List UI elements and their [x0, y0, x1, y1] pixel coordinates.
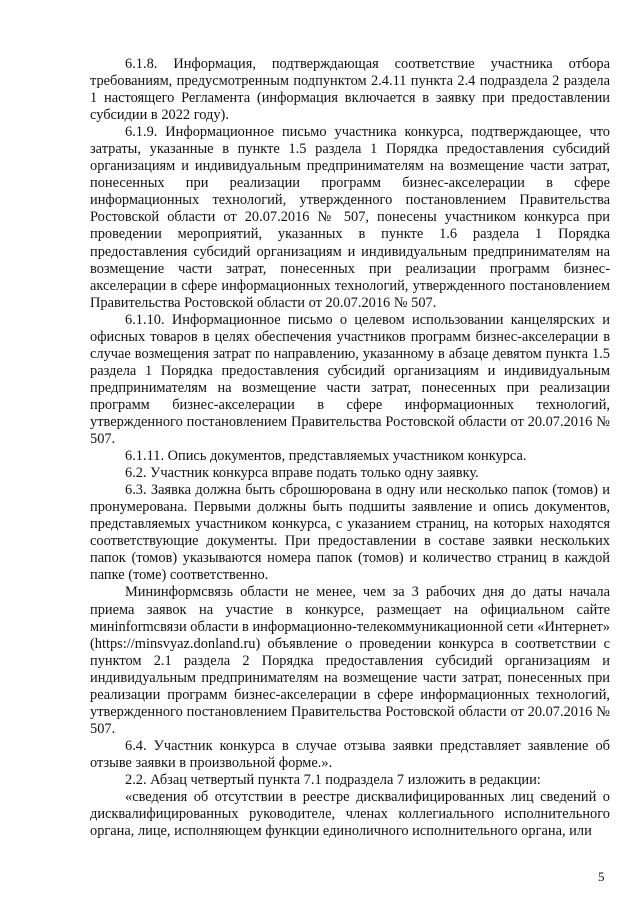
- paragraph-6-4: 6.4. Участник конкурса в случае отзыва заявки представляет заявление об отзыве заявки в произвольной форме.».: [90, 737, 610, 771]
- paragraph-6-3: 6.3. Заявка должна быть сброшюрована в одну или несколько папок (томов) и пронумерована. Первыми должны быть подшиты заявление и опись документов, представляемых участником конкурса, с указанием страниц, на которых находятся соответствующие документы. При предоставлении в составе заявки нескольких папок (томов) указываются номера папок (томов) и количество страниц в каждой папке (томе) соответственно.: [90, 482, 610, 584]
- paragraph-6-1-10: 6.1.10. Информационное письмо о целевом использовании канцелярских и офисных товаров в целях обеспечения участников программ бизнес-акселерации в случае возмещения затрат по направлению, указанному в абзаце девятом пункта 1.5 раздела 1 Порядка предоставления субсидий организациям и индивидуальным предпринимателям на возмещение части затрат, понесенных при реализации программ бизнес-акселерации в сфере информационных технологий, утвержденного постановлением Правительства Ростовской области от 20.07.2016 № 507.: [90, 311, 610, 448]
- paragraph-2-2: 2.2. Абзац четвертый пункта 7.1 подраздела 7 изложить в редакции:: [125, 771, 541, 788]
- page-number: 5: [598, 869, 605, 884]
- document-body: [90, 56, 610, 840]
- paragraph-6-1-11: 6.1.11. Опись документов, представляемых участником конкурса.: [125, 448, 527, 465]
- paragraph-announcement: Мининформсвязь области не менее, чем за 3 рабочих дня до даты начала приема заявок на участие в конкурсе, размещает на официальном сайте минinformсвязи области в информационно-телекоммуникационной сети «Интернет» (https://minsvyaz.donland.ru) объявление о проведении конкурса в соответствии с пунктом 2.1 раздела 2 Порядка предоставления субсидий организациям и индивидуальным предпринимателям на возмещение части затрат, понесенных при реализации программ бизнес-акселерации в сфере информационных технологий, утвержденного постановлением Правительства Ростовской области от 20.07.2016 № 507.: [90, 584, 610, 737]
- paragraph-6-1-8: 6.1.8. Информация, подтверждающая соответствие участника отбора требованиям, предусмотренным подпунктом 2.4.11 пункта 2.4 подраздела 2 раздела 1 настоящего Регламента (информация включается в заявку при предоставлении субсидии в 2022 году).: [90, 56, 610, 124]
- paragraph-6-2: 6.2. Участник конкурса вправе подать только одну заявку.: [125, 465, 479, 482]
- paragraph-quote-start: «сведения об отсутствии в реестре дисквалифицированных лиц сведений о дисквалифицированных руководителе, членах коллегиального исполнительного органа, лице, исполняющем функции единоличного исполнительного органа, или: [90, 789, 610, 840]
- paragraph-6-1-9: 6.1.9. Информационное письмо участника конкурса, подтверждающее, что затраты, указанные в пункте 1.5 раздела 1 Порядка предоставления субсидий организациям и индивидуальным предпринимателям на возмещение части затрат, понесенных при реализации программ бизнес-акселерации в сфере информационных технологий, утвержденного постановлением Правительства Ростовской области от 20.07.2016 № 507, понесены участником конкурса при проведении мероприятий, указанных в пункте 1.6 раздела 1 Порядка предоставления субсидий организациям и индивидуальным предпринимателям на возмещение части затрат, понесенных при реализации программ бизнес-акселерации в сфере информационных технологий, утвержденного постановлением Правительства Ростовской области от 20.07.2016 № 507.: [90, 124, 610, 311]
